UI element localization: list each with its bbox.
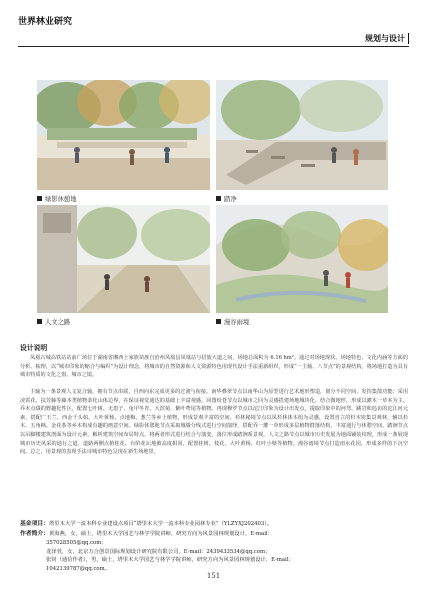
paragraph-2: 主轴为一条景观人文复合轴，拥有节点串联，自西向东完成更多的过渡与衔接。南华叠翠节点以南华山为原型进行艺术地形塑造，划分不同空间，发挥集散功能；采用凌霄花、扶芳藤等藤本类植物柔化山体边界，在保证视觉通达的基础上丰富观感。回图纷苍节点以城市之回为灵感搭建场地城块化，结合微地形，形成以灌木一草本为主、乔木点缀的野趣化性区，配置七叶树、无患子、龟甲冬青、大滨菊、紫叶鸢尾等植物。再现穆罗节点以沱江印象为设计出发点，提取印象中的河弯、跳岩和追访的沱江河元素，搭配广玉兰、西金千头柏、大叶黄杨、点地梅、葱兰等乡土植物，形成景观丰富的空间。杉林秘境节点以凤杉林体木组为灵感，设置直立的杉木密集景观林，辅以杉木、五角枫、金花茶等乡木构成有趣的画意空间。绿影休憩地节点采取城墙分线式进行空间演绎，搭配乔一灌一草形成多层植物群落结构，丰富通行与休憩空间。踏涧节点以吊脚楼建筑剖面为设计元素，解析建筑空间布局特点，将两者形式进行结合与演变，落位形成踏涧系景观。人文之路节点以城市历史发展为地面铺装纹理，形成一条展现城市历史风采的通行之道，道路两侧点植桂花、台阶花坛地被高度相同，配置桂树、枝花、大叶黄杨、红叶小檗等植物。漫谷雨境节点打造雨水花园，形成多样的下沉空间。总之，用景观的表现手法诗城市特色呈现在新生场地里。 xyxy=(20,389,408,456)
caption-marker xyxy=(37,196,42,201)
figure-culture-path xyxy=(37,205,210,313)
figure-stepping-stones xyxy=(216,80,388,190)
author-text-1: 黄海燕，女，硕士，塔里木大学园艺与林学学院讲师，研究方向为风景园林规划设计，E-mail： xyxy=(49,531,273,537)
fund-info xyxy=(20,520,410,529)
page-number: 151 xyxy=(206,572,221,580)
author-text-3: 龙泽萱，女，北京万合创景国际规划设计研究院有限公司，E-mail：2439433534@qq.com； xyxy=(46,548,271,555)
figure-culture-path-illustration xyxy=(37,205,210,313)
caption-4 xyxy=(216,317,249,326)
paragraph-1: 凤凰古城高铁站站前广场位于湖南省湘西土家族苗族自治州凤凰县凤凰站与招旅大道之间，场地总面积为 6.16 hm²。通过对场地现状、场地特色、文化内涵等方面的分析、梳理，以“城市印象的缩合与编织”为设计理念，将城市的自然资源和人文资源特色用现代设计手法重新组织，形成“一主轴、八节点”的景观结构，将场地打造为具有城市特质的文化之窗、城市之镜。 xyxy=(20,355,408,379)
author-label: 作者简介： xyxy=(20,531,49,537)
author-text-2: 357028505@qq.com； xyxy=(46,539,107,546)
figure-green-rest-area xyxy=(37,80,210,190)
author-text-5: 1042139787@qq.com。 xyxy=(46,566,110,573)
caption-2 xyxy=(216,194,237,203)
journal-title: 世界林业研究 xyxy=(18,17,73,27)
fund-text: 塔里木大学一流本科专业建设点项目“塔里木大学一流本科专业园林专业”（YLZYXJ202403）。 xyxy=(49,521,273,527)
section-label-text: 规划与设计 xyxy=(365,34,405,43)
figure-rain-valley xyxy=(216,205,388,313)
caption-2-text: 踏净 xyxy=(224,196,237,203)
caption-3-text: 人文之路 xyxy=(45,319,71,326)
caption-4-text: 漫谷雨境 xyxy=(224,319,250,326)
caption-marker xyxy=(37,319,42,324)
caption-3 xyxy=(37,317,70,326)
section-divider xyxy=(408,33,409,44)
figure-green-rest-area-illustration xyxy=(37,80,210,190)
header-rule xyxy=(18,46,409,47)
fund-label: 基金项目： xyxy=(20,521,49,527)
author-line-1 xyxy=(20,530,410,539)
author-text-4: 张钊（通信作者），男，硕士，塔里木大学园艺与林学学院讲师，研究方向为风景园林规划设计，E-mail： xyxy=(46,557,294,564)
caption-marker xyxy=(216,319,221,324)
figure-stepping-stones-illustration xyxy=(216,80,388,190)
section-label xyxy=(365,33,409,44)
author-info xyxy=(20,530,410,574)
caption-marker xyxy=(216,196,221,201)
caption-1-text: 绿影休憩地 xyxy=(45,196,77,203)
caption-1 xyxy=(37,194,76,203)
figure-rain-valley-illustration xyxy=(216,205,388,313)
section-title: 设计说明 xyxy=(20,344,48,352)
